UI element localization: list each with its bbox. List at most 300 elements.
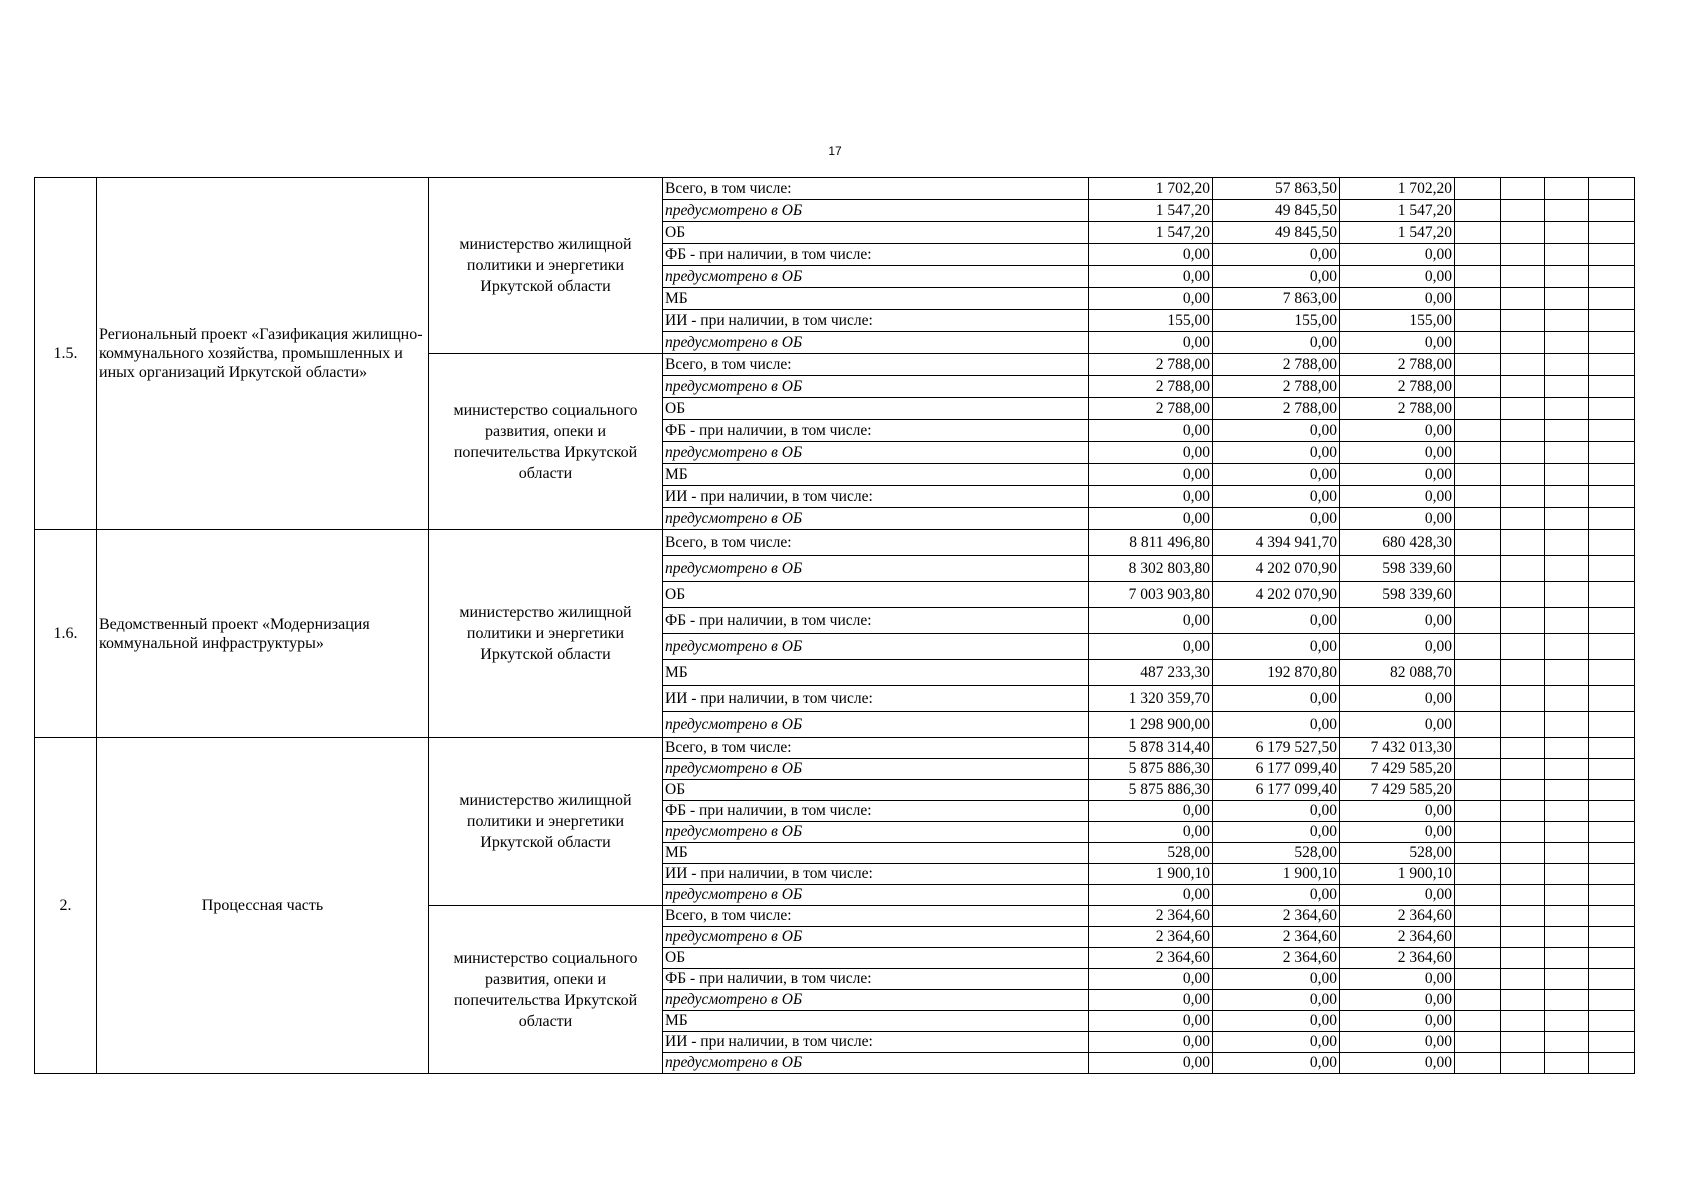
value-col-1: 0,00 xyxy=(1089,486,1213,508)
value-col-2: 0,00 xyxy=(1213,885,1340,906)
empty-cell xyxy=(1545,1032,1589,1053)
empty-cell xyxy=(1455,508,1501,530)
empty-cell xyxy=(1501,1053,1545,1074)
empty-cell xyxy=(1455,738,1501,759)
empty-cell xyxy=(1501,354,1545,376)
funding-source: ФБ - при наличии, в том числе: xyxy=(663,608,1089,634)
empty-cell xyxy=(1455,1032,1501,1053)
funding-source: ОБ xyxy=(663,398,1089,420)
value-col-2: 6 179 527,50 xyxy=(1213,738,1340,759)
empty-cell xyxy=(1545,634,1589,660)
empty-cell xyxy=(1455,332,1501,354)
item-code: 2. xyxy=(35,738,97,1074)
value-col-3: 0,00 xyxy=(1340,244,1455,266)
value-col-1: 0,00 xyxy=(1089,464,1213,486)
empty-cell xyxy=(1589,556,1635,582)
empty-cell xyxy=(1545,464,1589,486)
value-col-2: 0,00 xyxy=(1213,508,1340,530)
value-col-2: 0,00 xyxy=(1213,486,1340,508)
value-col-1: 0,00 xyxy=(1089,1032,1213,1053)
value-col-1: 8 811 496,80 xyxy=(1089,530,1213,556)
value-col-2: 2 364,60 xyxy=(1213,927,1340,948)
value-col-3: 0,00 xyxy=(1340,288,1455,310)
empty-cell xyxy=(1589,1011,1635,1032)
empty-cell xyxy=(1589,332,1635,354)
value-col-2: 4 202 070,90 xyxy=(1213,582,1340,608)
value-col-3: 2 364,60 xyxy=(1340,906,1455,927)
empty-cell xyxy=(1455,608,1501,634)
empty-cell xyxy=(1501,660,1545,686)
empty-cell xyxy=(1589,508,1635,530)
empty-cell xyxy=(1545,738,1589,759)
value-col-3: 0,00 xyxy=(1340,822,1455,843)
empty-cell xyxy=(1545,332,1589,354)
table-row xyxy=(35,738,1635,759)
empty-cell xyxy=(1455,864,1501,885)
empty-cell xyxy=(1589,780,1635,801)
empty-cell xyxy=(1545,906,1589,927)
funding-source: предусмотрено в ОБ xyxy=(663,332,1089,354)
financing-table xyxy=(34,177,1635,1074)
empty-cell xyxy=(1589,288,1635,310)
value-col-1: 0,00 xyxy=(1089,442,1213,464)
empty-cell xyxy=(1501,906,1545,927)
empty-cell xyxy=(1501,200,1545,222)
funding-source: предусмотрено в ОБ xyxy=(663,200,1089,222)
funding-source: предусмотрено в ОБ xyxy=(663,442,1089,464)
empty-cell xyxy=(1545,266,1589,288)
empty-cell xyxy=(1455,442,1501,464)
empty-cell xyxy=(1589,178,1635,200)
funding-source: МБ xyxy=(663,288,1089,310)
funding-source: Всего, в том числе: xyxy=(663,530,1089,556)
value-col-1: 487 233,30 xyxy=(1089,660,1213,686)
empty-cell xyxy=(1455,288,1501,310)
value-col-1: 5 875 886,30 xyxy=(1089,759,1213,780)
value-col-1: 0,00 xyxy=(1089,266,1213,288)
empty-cell xyxy=(1545,420,1589,442)
funding-source: предусмотрено в ОБ xyxy=(663,1053,1089,1074)
funding-source: ОБ xyxy=(663,780,1089,801)
empty-cell xyxy=(1455,244,1501,266)
value-col-3: 0,00 xyxy=(1340,990,1455,1011)
value-col-2: 192 870,80 xyxy=(1213,660,1340,686)
empty-cell xyxy=(1501,948,1545,969)
value-col-2: 49 845,50 xyxy=(1213,200,1340,222)
value-col-1: 0,00 xyxy=(1089,801,1213,822)
value-col-1: 5 875 886,30 xyxy=(1089,780,1213,801)
funding-source: ФБ - при наличии, в том числе: xyxy=(663,969,1089,990)
value-col-2: 0,00 xyxy=(1213,442,1340,464)
empty-cell xyxy=(1501,244,1545,266)
empty-cell xyxy=(1545,608,1589,634)
empty-cell xyxy=(1589,376,1635,398)
value-col-1: 0,00 xyxy=(1089,969,1213,990)
executor-name: министерство социального развития, опеки и попечительства Иркутской области xyxy=(429,906,663,1074)
value-col-3: 2 788,00 xyxy=(1340,398,1455,420)
empty-cell xyxy=(1455,686,1501,712)
empty-cell xyxy=(1589,222,1635,244)
item-name: Региональный проект «Газификация жилищно-коммунального хозяйства, промышленных и иных организаций Иркутской области» xyxy=(97,178,429,530)
funding-source: МБ xyxy=(663,464,1089,486)
empty-cell xyxy=(1545,780,1589,801)
value-col-3: 2 788,00 xyxy=(1340,354,1455,376)
funding-source: ИИ - при наличии, в том числе: xyxy=(663,686,1089,712)
value-col-2: 0,00 xyxy=(1213,822,1340,843)
value-col-3: 0,00 xyxy=(1340,1053,1455,1074)
value-col-1: 2 788,00 xyxy=(1089,398,1213,420)
value-col-2: 2 788,00 xyxy=(1213,354,1340,376)
funding-source: предусмотрено в ОБ xyxy=(663,885,1089,906)
empty-cell xyxy=(1501,608,1545,634)
empty-cell xyxy=(1455,712,1501,738)
empty-cell xyxy=(1501,508,1545,530)
value-col-1: 0,00 xyxy=(1089,990,1213,1011)
empty-cell xyxy=(1545,178,1589,200)
empty-cell xyxy=(1455,948,1501,969)
value-col-2: 0,00 xyxy=(1213,1053,1340,1074)
value-col-2: 1 900,10 xyxy=(1213,864,1340,885)
empty-cell xyxy=(1589,843,1635,864)
empty-cell xyxy=(1455,660,1501,686)
funding-source: Всего, в том числе: xyxy=(663,738,1089,759)
funding-source: предусмотрено в ОБ xyxy=(663,556,1089,582)
page-number: 17 xyxy=(828,144,842,158)
empty-cell xyxy=(1501,376,1545,398)
value-col-3: 0,00 xyxy=(1340,686,1455,712)
empty-cell xyxy=(1589,864,1635,885)
empty-cell xyxy=(1589,885,1635,906)
empty-cell xyxy=(1589,634,1635,660)
empty-cell xyxy=(1545,486,1589,508)
funding-source: ИИ - при наличии, в том числе: xyxy=(663,486,1089,508)
empty-cell xyxy=(1455,843,1501,864)
empty-cell xyxy=(1589,1053,1635,1074)
empty-cell xyxy=(1455,376,1501,398)
empty-cell xyxy=(1455,556,1501,582)
value-col-1: 528,00 xyxy=(1089,843,1213,864)
value-col-1: 2 364,60 xyxy=(1089,948,1213,969)
value-col-2: 0,00 xyxy=(1213,420,1340,442)
empty-cell xyxy=(1501,420,1545,442)
item-name: Процессная часть xyxy=(97,738,429,1074)
value-col-3: 1 900,10 xyxy=(1340,864,1455,885)
funding-source: МБ xyxy=(663,843,1089,864)
empty-cell xyxy=(1501,310,1545,332)
empty-cell xyxy=(1545,1011,1589,1032)
value-col-3: 7 432 013,30 xyxy=(1340,738,1455,759)
funding-source: ОБ xyxy=(663,582,1089,608)
value-col-2: 0,00 xyxy=(1213,1011,1340,1032)
empty-cell xyxy=(1589,927,1635,948)
empty-cell xyxy=(1501,222,1545,244)
value-col-3: 0,00 xyxy=(1340,608,1455,634)
empty-cell xyxy=(1501,801,1545,822)
value-col-2: 0,00 xyxy=(1213,266,1340,288)
funding-source: МБ xyxy=(663,1011,1089,1032)
value-col-2: 0,00 xyxy=(1213,608,1340,634)
empty-cell xyxy=(1501,266,1545,288)
value-col-1: 1 547,20 xyxy=(1089,200,1213,222)
empty-cell xyxy=(1589,442,1635,464)
empty-cell xyxy=(1589,244,1635,266)
value-col-2: 2 788,00 xyxy=(1213,376,1340,398)
funding-source: предусмотрено в ОБ xyxy=(663,376,1089,398)
value-col-2: 0,00 xyxy=(1213,332,1340,354)
funding-source: предусмотрено в ОБ xyxy=(663,634,1089,660)
empty-cell xyxy=(1545,310,1589,332)
item-code: 1.5. xyxy=(35,178,97,530)
executor-name: министерство социального развития, опеки и попечительства Иркутской области xyxy=(429,354,663,530)
value-col-2: 0,00 xyxy=(1213,244,1340,266)
empty-cell xyxy=(1501,288,1545,310)
empty-cell xyxy=(1501,843,1545,864)
empty-cell xyxy=(1501,864,1545,885)
empty-cell xyxy=(1545,376,1589,398)
empty-cell xyxy=(1545,508,1589,530)
value-col-3: 528,00 xyxy=(1340,843,1455,864)
empty-cell xyxy=(1545,582,1589,608)
empty-cell xyxy=(1501,738,1545,759)
empty-cell xyxy=(1501,780,1545,801)
value-col-3: 1 547,20 xyxy=(1340,200,1455,222)
empty-cell xyxy=(1589,948,1635,969)
funding-source: предусмотрено в ОБ xyxy=(663,759,1089,780)
funding-source: ИИ - при наличии, в том числе: xyxy=(663,864,1089,885)
empty-cell xyxy=(1589,530,1635,556)
value-col-3: 155,00 xyxy=(1340,310,1455,332)
value-col-1: 2 364,60 xyxy=(1089,906,1213,927)
value-col-2: 7 863,00 xyxy=(1213,288,1340,310)
value-col-2: 155,00 xyxy=(1213,310,1340,332)
empty-cell xyxy=(1545,969,1589,990)
item-code: 1.6. xyxy=(35,530,97,738)
empty-cell xyxy=(1501,885,1545,906)
value-col-1: 5 878 314,40 xyxy=(1089,738,1213,759)
empty-cell xyxy=(1501,582,1545,608)
empty-cell xyxy=(1545,759,1589,780)
empty-cell xyxy=(1501,686,1545,712)
empty-cell xyxy=(1545,822,1589,843)
funding-source: предусмотрено в ОБ xyxy=(663,927,1089,948)
empty-cell xyxy=(1455,530,1501,556)
empty-cell xyxy=(1455,801,1501,822)
empty-cell xyxy=(1501,634,1545,660)
value-col-2: 0,00 xyxy=(1213,686,1340,712)
empty-cell xyxy=(1545,398,1589,420)
funding-source: ФБ - при наличии, в том числе: xyxy=(663,244,1089,266)
empty-cell xyxy=(1545,354,1589,376)
value-col-1: 0,00 xyxy=(1089,1011,1213,1032)
empty-cell xyxy=(1501,712,1545,738)
empty-cell xyxy=(1589,486,1635,508)
empty-cell xyxy=(1545,442,1589,464)
value-col-3: 598 339,60 xyxy=(1340,582,1455,608)
value-col-1: 0,00 xyxy=(1089,508,1213,530)
empty-cell xyxy=(1589,759,1635,780)
empty-cell xyxy=(1589,660,1635,686)
empty-cell xyxy=(1589,464,1635,486)
value-col-3: 0,00 xyxy=(1340,1032,1455,1053)
value-col-1: 0,00 xyxy=(1089,1053,1213,1074)
value-col-1: 2 788,00 xyxy=(1089,354,1213,376)
value-col-2: 2 364,60 xyxy=(1213,948,1340,969)
funding-source: ФБ - при наличии, в том числе: xyxy=(663,420,1089,442)
empty-cell xyxy=(1501,927,1545,948)
executor-name: министерство жилищной политики и энергетики Иркутской области xyxy=(429,738,663,906)
value-col-3: 1 547,20 xyxy=(1340,222,1455,244)
value-col-3: 2 788,00 xyxy=(1340,376,1455,398)
value-col-1: 1 900,10 xyxy=(1089,864,1213,885)
empty-cell xyxy=(1545,556,1589,582)
value-col-3: 0,00 xyxy=(1340,801,1455,822)
funding-source: МБ xyxy=(663,660,1089,686)
empty-cell xyxy=(1589,266,1635,288)
value-col-2: 0,00 xyxy=(1213,990,1340,1011)
value-col-1: 0,00 xyxy=(1089,608,1213,634)
empty-cell xyxy=(1589,1032,1635,1053)
empty-cell xyxy=(1545,222,1589,244)
empty-cell xyxy=(1589,801,1635,822)
empty-cell xyxy=(1455,969,1501,990)
empty-cell xyxy=(1545,864,1589,885)
empty-cell xyxy=(1545,948,1589,969)
empty-cell xyxy=(1501,464,1545,486)
empty-cell xyxy=(1455,178,1501,200)
empty-cell xyxy=(1501,398,1545,420)
funding-source: Всего, в том числе: xyxy=(663,354,1089,376)
value-col-3: 0,00 xyxy=(1340,442,1455,464)
empty-cell xyxy=(1455,464,1501,486)
funding-source: ОБ xyxy=(663,222,1089,244)
value-col-1: 1 547,20 xyxy=(1089,222,1213,244)
empty-cell xyxy=(1545,1053,1589,1074)
empty-cell xyxy=(1455,1053,1501,1074)
funding-source: предусмотрено в ОБ xyxy=(663,508,1089,530)
value-col-3: 0,00 xyxy=(1340,712,1455,738)
value-col-3: 1 702,20 xyxy=(1340,178,1455,200)
empty-cell xyxy=(1589,420,1635,442)
value-col-2: 528,00 xyxy=(1213,843,1340,864)
value-col-2: 2 788,00 xyxy=(1213,398,1340,420)
empty-cell xyxy=(1589,969,1635,990)
empty-cell xyxy=(1455,582,1501,608)
value-col-3: 0,00 xyxy=(1340,634,1455,660)
value-col-1: 8 302 803,80 xyxy=(1089,556,1213,582)
value-col-3: 0,00 xyxy=(1340,266,1455,288)
empty-cell xyxy=(1545,686,1589,712)
value-col-3: 2 364,60 xyxy=(1340,927,1455,948)
value-col-3: 0,00 xyxy=(1340,420,1455,442)
empty-cell xyxy=(1545,885,1589,906)
empty-cell xyxy=(1501,822,1545,843)
empty-cell xyxy=(1545,927,1589,948)
funding-source: предусмотрено в ОБ xyxy=(663,990,1089,1011)
empty-cell xyxy=(1455,1011,1501,1032)
value-col-1: 1 320 359,70 xyxy=(1089,686,1213,712)
empty-cell xyxy=(1501,486,1545,508)
value-col-3: 598 339,60 xyxy=(1340,556,1455,582)
empty-cell xyxy=(1545,660,1589,686)
value-col-1: 0,00 xyxy=(1089,244,1213,266)
value-col-2: 57 863,50 xyxy=(1213,178,1340,200)
empty-cell xyxy=(1501,1032,1545,1053)
table-row xyxy=(35,530,1635,556)
funding-source: ИИ - при наличии, в том числе: xyxy=(663,310,1089,332)
value-col-2: 0,00 xyxy=(1213,1032,1340,1053)
value-col-3: 0,00 xyxy=(1340,885,1455,906)
value-col-1: 0,00 xyxy=(1089,332,1213,354)
executor-name: министерство жилищной политики и энергетики Иркутской области xyxy=(429,178,663,354)
empty-cell xyxy=(1455,822,1501,843)
empty-cell xyxy=(1455,927,1501,948)
value-col-3: 7 429 585,20 xyxy=(1340,780,1455,801)
value-col-1: 0,00 xyxy=(1089,288,1213,310)
empty-cell xyxy=(1455,634,1501,660)
empty-cell xyxy=(1545,843,1589,864)
executor-name: министерство жилищной политики и энергетики Иркутской области xyxy=(429,530,663,738)
value-col-1: 0,00 xyxy=(1089,420,1213,442)
empty-cell xyxy=(1455,759,1501,780)
empty-cell xyxy=(1501,969,1545,990)
item-name: Ведомственный проект «Модернизация коммунальной инфраструктуры» xyxy=(97,530,429,738)
empty-cell xyxy=(1545,990,1589,1011)
value-col-2: 0,00 xyxy=(1213,634,1340,660)
empty-cell xyxy=(1455,354,1501,376)
empty-cell xyxy=(1589,200,1635,222)
value-col-3: 680 428,30 xyxy=(1340,530,1455,556)
funding-source: предусмотрено в ОБ xyxy=(663,266,1089,288)
empty-cell xyxy=(1455,990,1501,1011)
value-col-2: 0,00 xyxy=(1213,969,1340,990)
empty-cell xyxy=(1455,222,1501,244)
value-col-3: 82 088,70 xyxy=(1340,660,1455,686)
value-col-2: 0,00 xyxy=(1213,464,1340,486)
value-col-2: 49 845,50 xyxy=(1213,222,1340,244)
value-col-3: 7 429 585,20 xyxy=(1340,759,1455,780)
empty-cell xyxy=(1545,712,1589,738)
value-col-1: 155,00 xyxy=(1089,310,1213,332)
value-col-3: 0,00 xyxy=(1340,332,1455,354)
value-col-1: 7 003 903,80 xyxy=(1089,582,1213,608)
empty-cell xyxy=(1545,200,1589,222)
empty-cell xyxy=(1589,990,1635,1011)
value-col-1: 0,00 xyxy=(1089,885,1213,906)
value-col-2: 0,00 xyxy=(1213,801,1340,822)
funding-source: Всего, в том числе: xyxy=(663,178,1089,200)
value-col-1: 0,00 xyxy=(1089,822,1213,843)
funding-source: ИИ - при наличии, в том числе: xyxy=(663,1032,1089,1053)
funding-source: предусмотрено в ОБ xyxy=(663,822,1089,843)
empty-cell xyxy=(1589,738,1635,759)
empty-cell xyxy=(1501,530,1545,556)
empty-cell xyxy=(1545,244,1589,266)
empty-cell xyxy=(1455,266,1501,288)
value-col-3: 0,00 xyxy=(1340,508,1455,530)
empty-cell xyxy=(1501,990,1545,1011)
empty-cell xyxy=(1455,310,1501,332)
empty-cell xyxy=(1501,332,1545,354)
value-col-1: 1 298 900,00 xyxy=(1089,712,1213,738)
empty-cell xyxy=(1589,582,1635,608)
value-col-1: 1 702,20 xyxy=(1089,178,1213,200)
empty-cell xyxy=(1455,398,1501,420)
empty-cell xyxy=(1545,288,1589,310)
value-col-1: 2 788,00 xyxy=(1089,376,1213,398)
empty-cell xyxy=(1589,608,1635,634)
value-col-1: 2 364,60 xyxy=(1089,927,1213,948)
value-col-2: 4 394 941,70 xyxy=(1213,530,1340,556)
